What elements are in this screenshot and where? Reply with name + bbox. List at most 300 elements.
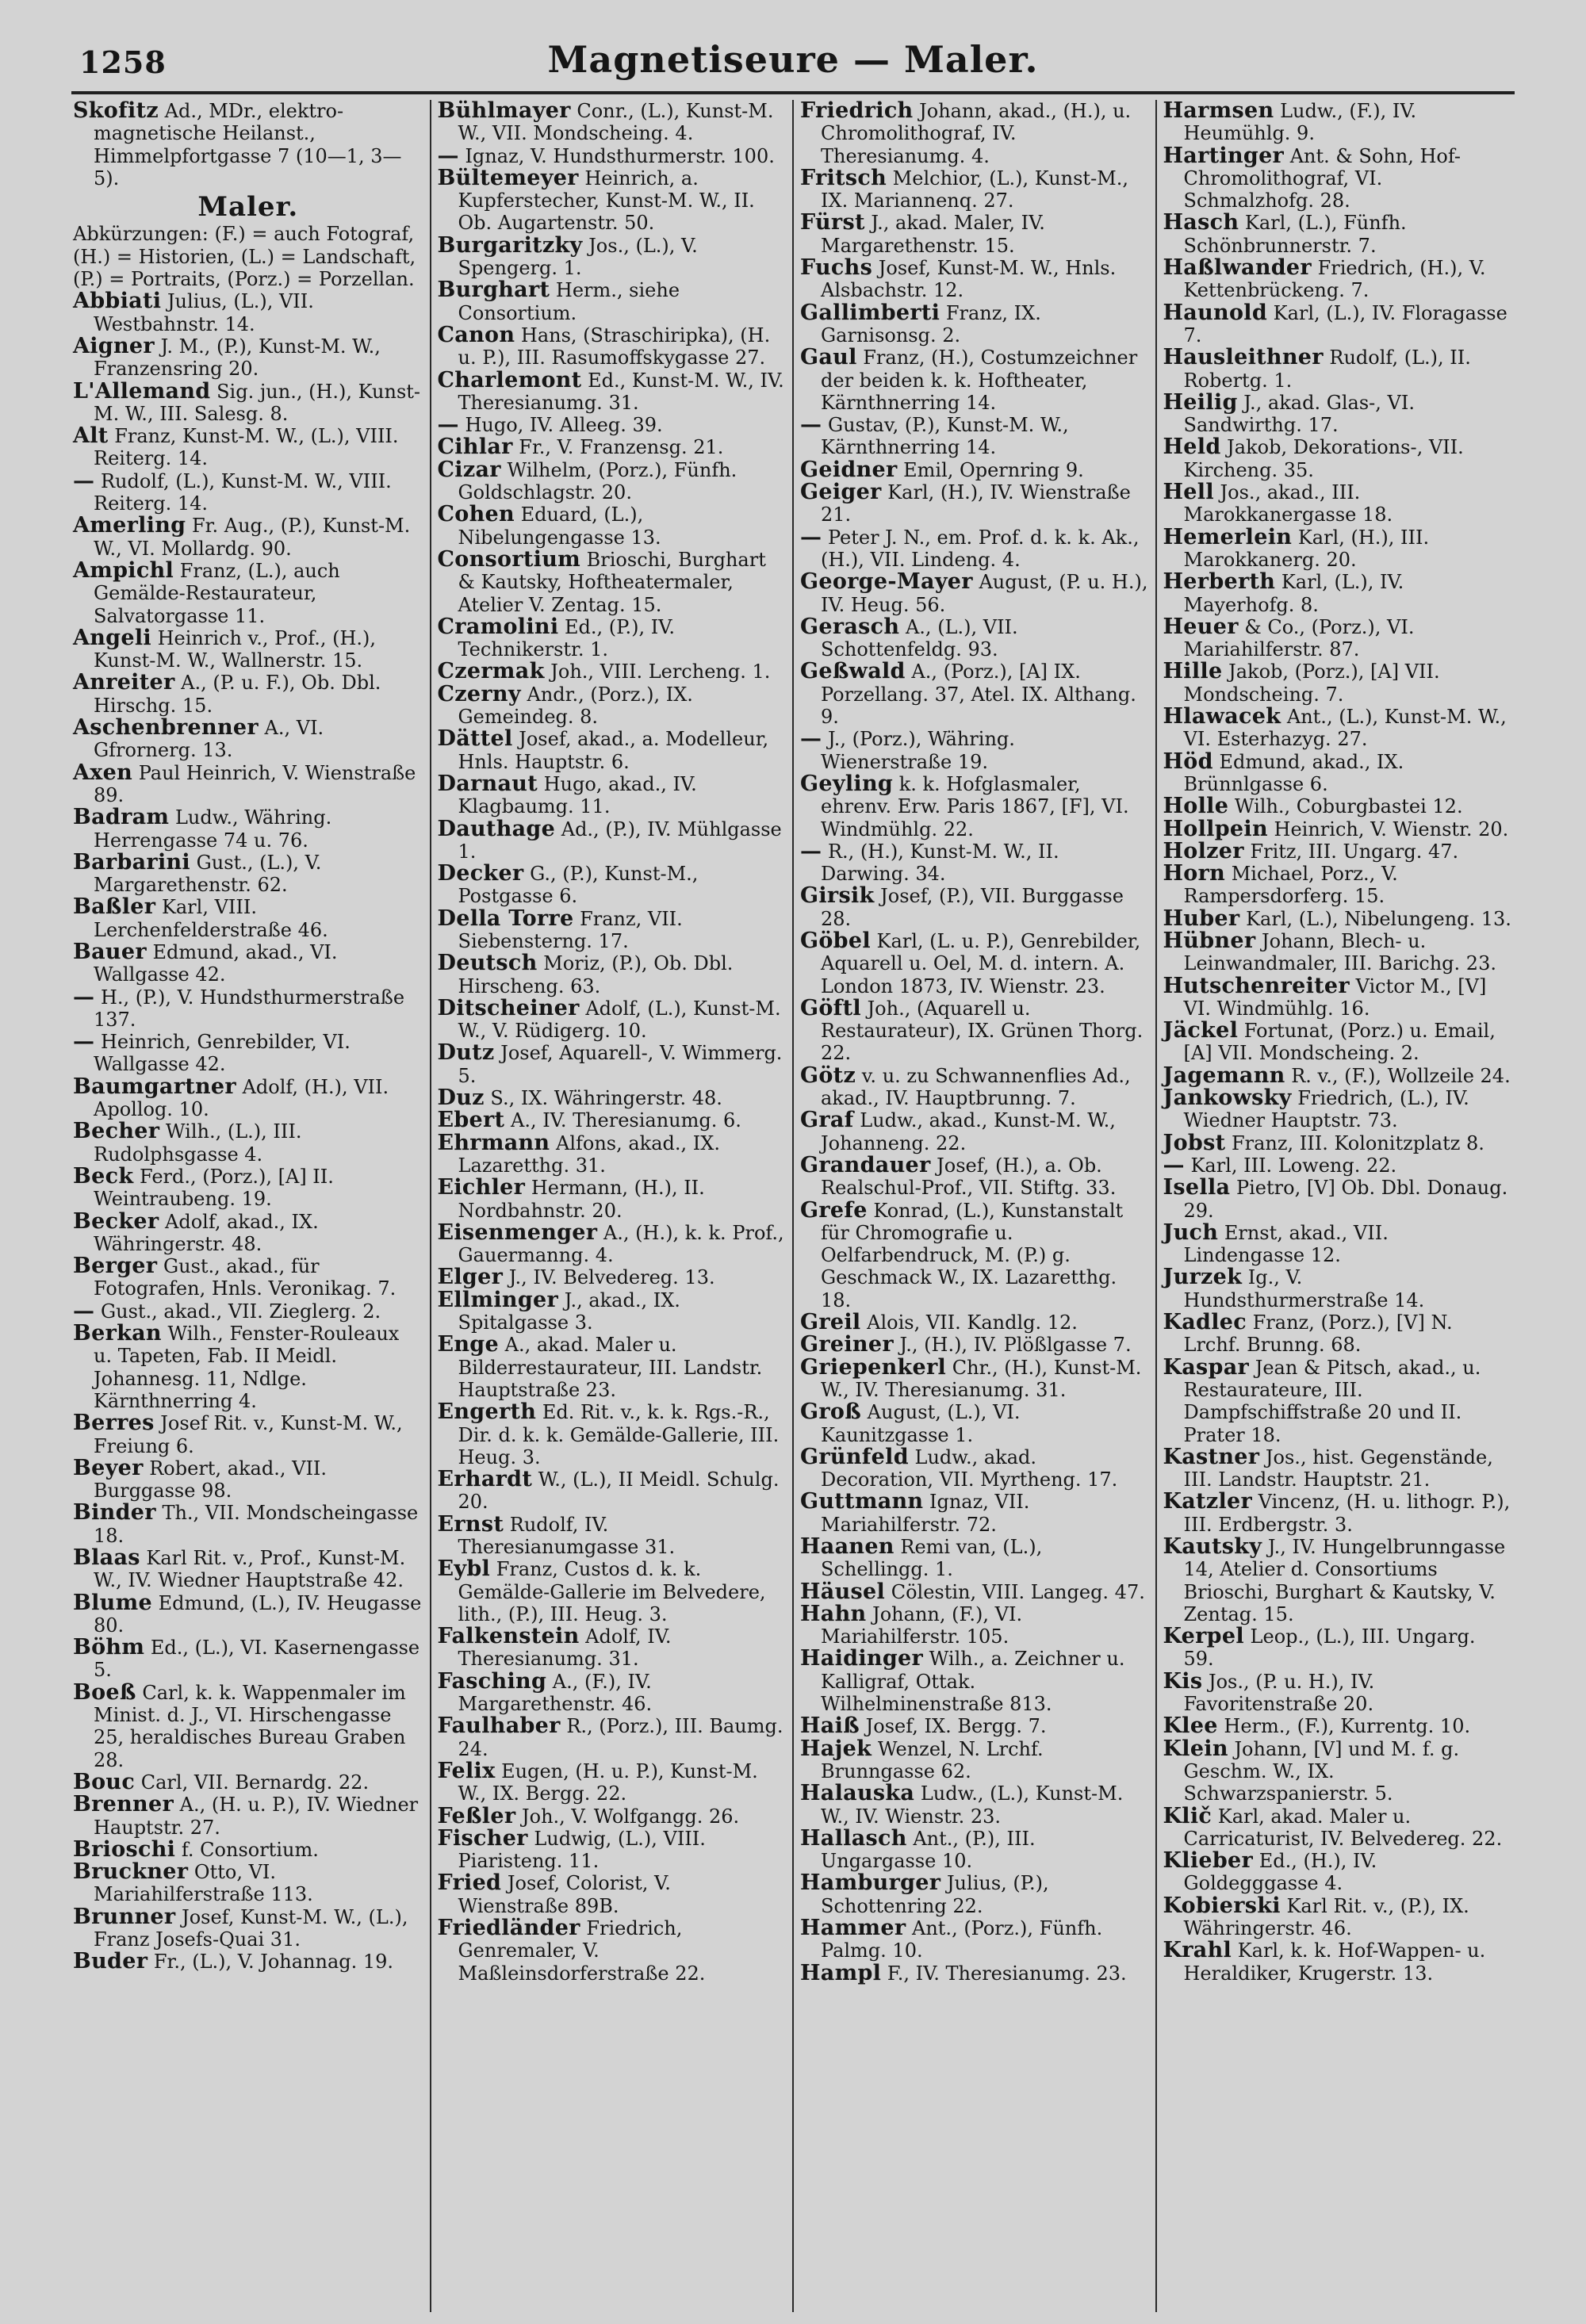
entry-text: A., (H.), k. k. Prof., Gauermanng. 4. [458, 1221, 784, 1267]
entry-name: Bruckner [73, 1859, 189, 1885]
directory-entry [438, 683, 787, 729]
header-rule [71, 91, 1515, 94]
directory-entry [438, 1917, 787, 1985]
entry-name: Bültemeyer [437, 165, 579, 190]
entry-text: Eugen, (H. u. P.), Kunst-M. W., IX. Bergg. 22. [458, 1759, 758, 1805]
entry-name: Becher [73, 1119, 160, 1144]
directory-entry [800, 773, 1149, 840]
entry-name: Bauer [73, 939, 147, 964]
entry-text: A., (Porz.), [A] IX. Porzellang. 37, Atel. IX. Althang. 9. [821, 660, 1136, 729]
entry-name: Hlawacek [1163, 704, 1281, 729]
directory-entry [1163, 795, 1512, 817]
entry-name: Juch [1163, 1219, 1219, 1245]
entry-text: Karl, (H.), IV. Wienstraße 21. [821, 481, 1131, 526]
entry-list [438, 100, 787, 1985]
directory-entry [438, 773, 787, 818]
entry-name: Kadlec [1163, 1310, 1247, 1335]
directory-entry [800, 257, 1149, 302]
entry-name: Cohen [437, 502, 515, 527]
entry-name: Jäckel [1163, 1018, 1239, 1043]
entry-text: v. u. zu Schwannenflies Ad., akad., IV. Hauptbrunng. 7. [821, 1064, 1131, 1110]
directory-entry [800, 1782, 1149, 1828]
entry-text: Gustav, (P.), Kunst-M. W., Kärnthnerring 14. [821, 414, 1069, 459]
entry-text: Jakob, Dekorations-, VII. Kircheng. 35. [1183, 436, 1464, 481]
directory-entry [438, 1132, 787, 1177]
entry-name: Huber [1163, 905, 1240, 931]
directory-entry [438, 1872, 787, 1917]
entry-text: Johann, (F.), VI. Mariahilferstr. 105. [821, 1602, 1023, 1648]
entry-name: Dättel [437, 726, 513, 752]
directory-entry [438, 1558, 787, 1625]
column-2 [430, 100, 793, 2312]
directory-entry [1163, 1895, 1512, 1940]
entry-text: Melchior, (L.), Kunst-M., IX. Mariannenq. 27. [821, 167, 1129, 212]
directory-entry [1163, 526, 1512, 572]
entry-text: Franz, III. Kolonitzplatz 8. [1231, 1131, 1484, 1154]
directory-entry [800, 100, 1149, 167]
entry-name: Hemerlein [1163, 524, 1293, 549]
directory-entry [800, 1197, 1149, 1311]
entry-text: Julius, (P.), Schottenring 22. [821, 1872, 1049, 1917]
directory-entry [800, 481, 1149, 526]
directory-entry [438, 1715, 787, 1760]
directory-entry [800, 1334, 1149, 1356]
entry-text: W., (L.), II Meidl. Schulg. 20. [458, 1468, 780, 1514]
directory-entry [800, 212, 1149, 257]
entry-list [800, 100, 1149, 1985]
entry-name: Krahl [1163, 1938, 1232, 1963]
entry-name: Fuchs [800, 255, 873, 281]
entry-name: — [73, 1298, 95, 1323]
entry-name: Kastner [1163, 1444, 1260, 1469]
directory-entry [438, 1109, 787, 1131]
entry-text: Brioschi, Burghart & Kautsky, Hoftheatermaler, Atelier V. Zentag. 15. [458, 548, 766, 616]
entry-text: J., (H.), IV. Plößlgasse 7. [899, 1334, 1132, 1357]
directory-entry [73, 986, 423, 1032]
entry-text: Johann, Blech- u. Leinwandmaler, III. Barichg. 23. [1183, 929, 1496, 975]
entry-text: Franz, IX. Garnisonsg. 2. [821, 301, 1041, 346]
directory-entry [1163, 1132, 1512, 1154]
entry-text: J. M., (P.), Kunst-M. W., Franzensring 20. [94, 335, 381, 381]
entry-name: Jurzek [1163, 1265, 1243, 1290]
directory-entry [73, 1031, 423, 1076]
entry-name: Griepenkerl [800, 1354, 947, 1380]
directory-entry [437, 1219, 787, 1267]
entry-name: Duz [437, 1085, 485, 1111]
directory-entry [800, 1154, 1149, 1200]
entry-text: Fr. Aug., (P.), Kunst-M. W., VI. Mollardg. 90. [94, 515, 411, 560]
entry-name: Hajek [800, 1736, 872, 1761]
entry-text: Karl Rit. v., Prof., Kunst-M. W., IV. Wiedner Hauptstraße 42. [94, 1547, 406, 1592]
directory-entry [438, 952, 787, 997]
directory-entry [73, 1208, 423, 1256]
entry-text: J., akad. Maler, IV. Margarethenstr. 15. [821, 212, 1045, 257]
entry-text: Wilh., a. Zeichner u. Kalligraf, Ottak. Wilhelminenstraße 813. [821, 1648, 1125, 1716]
entry-name: Haßlwander [1163, 255, 1312, 281]
entry-text: Josef, Kunst-M. W., (L.), Franz Josefs-Quai 31. [94, 1905, 408, 1951]
entry-name: Friedrich [800, 100, 914, 123]
directory-entry [800, 1109, 1149, 1154]
directory-entry [800, 1738, 1149, 1783]
entry-text: J., IV. Belvedereg. 13. [508, 1266, 715, 1289]
directory-entry [73, 627, 423, 672]
entry-name: Geyling [800, 771, 894, 796]
entry-name: Blaas [73, 1545, 140, 1570]
entry-text: A., IV. Theresianumg. 6. [510, 1109, 741, 1132]
directory-entry [1163, 302, 1512, 347]
entry-name: Decker [437, 861, 524, 886]
entry-text: Chr., (H.), Kunst-M. W., IV. Theresianumg. 31. [821, 1356, 1142, 1401]
entry-name: Dauthage [437, 816, 556, 841]
entry-text: Ludw., akad., Kunst-M. W., Johanneng. 22. [821, 1109, 1116, 1154]
directory-entry [800, 302, 1149, 347]
directory-entry [800, 1648, 1149, 1715]
entry-text: Ludw., akad. Decoration, VII. Myrtheng. 17. [821, 1445, 1118, 1491]
entry-name: Angeli [73, 625, 151, 650]
entry-text: Franz, (H.), Costumzeichner der beiden k. k. Hoftheater, Kärnthnerring 14. [821, 346, 1138, 414]
entry-name: Hausleithner [1163, 345, 1324, 370]
directory-entry [1163, 436, 1512, 481]
entry-name: Ellminger [437, 1287, 559, 1312]
directory-entry [1163, 1154, 1512, 1177]
entry-name: Cihlar [437, 435, 513, 460]
entry-text: Karl, (L.), IV. Floragasse 7. [1183, 301, 1507, 346]
entry-name: Höd [1163, 749, 1213, 774]
entry-text: Ignaz, V. Hundsthurmerstr. 100. [465, 144, 775, 167]
entry-text: Franz, (Porz.), [V] N. Lrchf. Brunng. 68. [1183, 1311, 1453, 1357]
directory-entry [438, 728, 787, 773]
entry-name: Groß [800, 1399, 862, 1425]
entry-text: Fr., (L.), V. Johannag. 19. [153, 1951, 394, 1974]
directory-entry [1163, 1491, 1512, 1536]
directory-entry [438, 459, 787, 504]
entry-text: Jos., (L.), V. Spengerg. 1. [458, 234, 698, 280]
directory-entry [1163, 571, 1512, 616]
entry-name: Elger [437, 1265, 504, 1290]
directory-entry [438, 145, 787, 167]
entry-name: Geiger [800, 480, 882, 505]
entry-text: Conr., (L.), Kunst-M. W., VII. Mondscheing. 4. [458, 100, 774, 145]
entry-name: Bouc [73, 1769, 136, 1794]
directory-entry [1163, 481, 1512, 526]
directory-entry [800, 571, 1149, 616]
entry-name: Jankowsky [1163, 1085, 1292, 1111]
entry-name: Binder [73, 1500, 156, 1526]
entry-text: Karl Rit. v., (P.), IX. Währingerstr. 46. [1183, 1894, 1469, 1940]
entry-name: Jobst [1163, 1130, 1226, 1155]
entry-name: Falkenstein [437, 1624, 580, 1649]
directory-entry [1163, 1536, 1512, 1625]
directory-entry [437, 232, 787, 280]
entry-name: — [73, 468, 95, 493]
entry-text: A., akad. Maler u. Bilderrestaurateur, III. Landstr. Hauptstraße 23. [458, 1334, 763, 1401]
directory-entry [800, 1581, 1149, 1603]
entry-text: J., akad., IX. Spitalgasse 3. [458, 1288, 680, 1334]
entry-text: Moriz, (P.), Ob. Dbl. Hirscheng. 63. [458, 952, 734, 997]
entry-text: Ant., (Porz.), Fünfh. Palmg. 10. [821, 1917, 1103, 1962]
directory-entry [800, 885, 1149, 930]
directory-entry [1163, 1266, 1512, 1311]
entry-name: Klee [1163, 1713, 1218, 1739]
directory-entry [73, 806, 423, 852]
entry-text: F., IV. Theresianumg. 23. [887, 1962, 1127, 1985]
entry-text: Joh., V. Wolfgangg. 26. [522, 1805, 740, 1828]
entry-text: R., (H.), Kunst-M. W., II. Darwing. 34. [821, 840, 1059, 886]
directory-entry [1163, 1354, 1512, 1446]
entry-text: Franz, (L.), auch Gemälde-Restaurateur, Salvatorgasse 11. [94, 559, 340, 627]
directory-entry [1163, 1311, 1512, 1357]
entry-name: Enge [437, 1332, 499, 1357]
entry-name: Anreiter [73, 670, 175, 695]
entry-name: Berger [73, 1254, 158, 1279]
directory-entry [800, 1401, 1149, 1446]
entry-name: Buder [73, 1949, 148, 1974]
directory-entry [1163, 818, 1512, 840]
directory-entry [73, 1861, 423, 1906]
entry-name: Gerasch [800, 614, 900, 639]
entry-text: Jos., hist. Gegenstände, III. Landstr. Hauptstr. 21. [1183, 1445, 1493, 1491]
column-1 [67, 100, 430, 2312]
entry-name: Aschenbrenner [73, 715, 259, 741]
entry-name: Katzler [1163, 1489, 1253, 1514]
directory-entry [800, 1491, 1149, 1536]
directory-entry [1163, 1446, 1512, 1491]
directory-entry [800, 1446, 1149, 1491]
entry-text: Robert, akad., VII. Burggasse 98. [94, 1457, 328, 1503]
entry-name: — [800, 838, 822, 863]
entry-name: Beck [73, 1163, 134, 1189]
entry-name: — [437, 412, 459, 438]
directory-entry [73, 378, 423, 426]
directory-entry [73, 717, 423, 762]
directory-entry [438, 1334, 787, 1401]
entry-text: Karl, (H.), III. Marokkanerg. 20. [1183, 526, 1430, 571]
directory-entry [800, 1962, 1149, 1985]
entry-text: Heinrich v., Prof., (H.), Kunst-M. W., Wallnerstr. 15. [94, 626, 377, 672]
directory-entry [438, 414, 787, 436]
entry-text: Ed. Rit. v., k. k. Rgs.-R., Dir. d. k. k. Gemälde-Gallerie, III. Heug. 3. [458, 1401, 780, 1468]
entry-name: Haanen [800, 1534, 895, 1559]
entry-name: Barbarini [73, 849, 190, 875]
entry-text: Jean & Pitsch, akad., u. Restaurateure, III. Dampfschiffstraße 20 und II. Prater 18. [1183, 1356, 1481, 1446]
directory-entry [73, 1502, 423, 1547]
entry-name: Hübner [1163, 928, 1256, 953]
entry-text: Friedrich, Genremaler, V. Maßleinsdorferstraße 22. [458, 1917, 706, 1985]
entry-name: Czermak [437, 659, 545, 684]
entry-text: Alois, VII. Kandlg. 12. [867, 1311, 1078, 1334]
directory-entry [800, 526, 1149, 572]
entry-name: Gallimberti [800, 300, 940, 325]
directory-entry [1163, 1850, 1512, 1895]
entry-name: L'Allemand [73, 378, 211, 404]
entry-text: Rudolf, IV. Theresianumgasse 31. [458, 1513, 676, 1558]
entry-name: Eichler [437, 1175, 526, 1200]
entry-list [1163, 100, 1512, 1985]
entry-text: Joh., (Aquarell u. Restaurateur), IX. Grünen Thorg. 22. [821, 997, 1144, 1065]
entry-name: Klič [1163, 1803, 1212, 1828]
entry-text: & Co., (Porz.), VI. Mariahilferstr. 87. [1183, 615, 1415, 661]
entry-name: — [73, 984, 95, 1009]
directory-entry [1163, 840, 1512, 863]
directory-entry [73, 849, 423, 897]
entry-name: Badram [73, 805, 170, 830]
directory-entry [73, 100, 423, 190]
directory-entry [73, 335, 423, 381]
column-3 [792, 100, 1155, 2312]
entry-text: Paul Heinrich, V. Wienstraße 89. [94, 761, 416, 806]
directory-entry [438, 1468, 787, 1514]
entry-name: Canon [437, 322, 515, 347]
entry-text: S., IX. Währingerstr. 48. [490, 1087, 722, 1110]
column-4 [1155, 100, 1519, 2312]
entry-text: Wilh., Coburgbastei 12. [1234, 795, 1463, 818]
directory-entry [1163, 616, 1512, 661]
entry-name: Eybl [437, 1556, 491, 1582]
directory-entry [73, 672, 423, 717]
directory-entry [1163, 660, 1512, 706]
directory-entry [73, 762, 423, 807]
entry-text: August, (L.), VI. Kaunitzgasse 1. [821, 1401, 1021, 1446]
entry-text: Gust., akad., für Fotografen, Hnls. Veronikag. 7. [94, 1255, 396, 1300]
entry-text: Otto, VI. Mariahilferstraße 113. [94, 1861, 313, 1906]
directory-entry [800, 930, 1149, 997]
entry-text: Johann, akad., (H.), u. Chromolithograf, IV. Theresianumg. 4. [821, 100, 1132, 167]
directory-entry [438, 1401, 787, 1468]
entry-text: Josef, Colorist, V. Wienstraße 89B. [458, 1872, 671, 1917]
entry-text: Julius, (L.), VII. Westbahnstr. 14. [94, 290, 314, 335]
entry-name: Fischer [437, 1825, 528, 1851]
entry-name: Harmsen [1163, 100, 1274, 123]
entry-text: Ed., Kunst-M. W., IV. Theresianumg. 31. [458, 369, 784, 414]
entry-name: Hamburger [800, 1870, 941, 1896]
entry-name: Ebert [437, 1108, 505, 1133]
entry-text: Josef, (H.), a. Ob. Realschul-Prof., VII. Stiftg. 33. [821, 1154, 1117, 1200]
entry-text: Hermann, (H.), II. Nordbahnstr. 20. [458, 1177, 705, 1222]
directory-entry [800, 1311, 1149, 1334]
entry-text: Josef, Kunst-M. W., Hnls. Alsbachstr. 12. [821, 257, 1117, 302]
directory-entry [1163, 1939, 1512, 1985]
entry-name: Guttmann [800, 1489, 924, 1514]
directory-entry [438, 818, 787, 863]
entry-text: Ig., V. Hundsthurmerstraße 14. [1183, 1266, 1425, 1311]
entry-name: Burghart [437, 278, 550, 303]
entry-text: Jos., (P. u. H.), IV. Favoritenstraße 20. [1183, 1670, 1375, 1716]
entry-name: Felix [437, 1758, 496, 1783]
entry-text: f. Consortium. [181, 1838, 319, 1861]
directory-entry [73, 1906, 423, 1951]
entry-text: Ignaz, VII. Mariahilferstr. 72. [821, 1491, 1030, 1536]
entry-name: Hutschenreiter [1163, 973, 1350, 998]
entry-text: Fritz, III. Ungarg. 47. [1250, 840, 1459, 863]
abbreviations-note: Abkürzungen: (F.) = auch Fotograf, (H.) = Historien, (L.) = Landschaft, (P.) = Portraits, (Porz.) = Porzellan. [73, 223, 416, 291]
entry-text: Ludw., Währing. Herrengasse 74 u. 76. [94, 806, 332, 852]
entry-text: Franz, Custos d. k. k. Gemälde-Gallerie im Belvedere, lith., (P.), III. Heug. 3. [458, 1558, 766, 1625]
entry-name: Greil [800, 1310, 861, 1335]
entry-name: Holzer [1163, 838, 1244, 863]
entry-text: Josef, Aquarell-, V. Wimmerg. 5. [458, 1042, 783, 1087]
entry-name: Grefe [800, 1197, 868, 1223]
entry-name: Axen [73, 760, 133, 785]
entry-name: Hasch [1163, 210, 1239, 235]
entry-name: Aigner [73, 333, 155, 358]
page-number: 1258 [79, 44, 167, 80]
directory-entry [438, 1289, 787, 1334]
entry-text: Alfons, akad., IX. Lazaretthg. 31. [458, 1131, 720, 1177]
entry-name: Darnaut [437, 771, 538, 796]
entry-text: Emil, Opernring 9. [903, 458, 1084, 481]
entry-text: Ferd., (Porz.), [A] II. Weintraubeng. 19. [94, 1165, 334, 1211]
directory-entry [73, 1592, 423, 1637]
entry-text: Herm., (F.), Kurrentg. 10. [1224, 1715, 1471, 1738]
entry-text: Adolf, (L.), Kunst-M. W., V. Rüdigerg. 10. [458, 997, 781, 1043]
entry-name: Herberth [1163, 569, 1276, 595]
directory-entry [438, 660, 787, 683]
entry-name: Kaspar [1163, 1354, 1250, 1380]
entry-name: George-Mayer [800, 569, 973, 595]
directory-entry [73, 941, 423, 986]
entry-text: Heinrich, V. Wienstr. 20. [1274, 817, 1509, 840]
entry-name: Burgaritzky [437, 232, 583, 258]
entry-text: Eduard, (L.), Nibelungengasse 13. [458, 503, 661, 549]
directory-entry [1163, 930, 1512, 975]
directory-entry [73, 1300, 423, 1323]
directory-entry [438, 100, 787, 145]
entry-name: Hallasch [800, 1825, 907, 1851]
directory-entry [73, 425, 423, 470]
entry-name: Kobierski [1163, 1893, 1281, 1918]
entry-text: Michael, Porz., V. Rampersdorferg. 15. [1183, 863, 1398, 908]
directory-entry [1163, 1715, 1512, 1737]
directory-entry [800, 1536, 1149, 1581]
directory-entry [1163, 257, 1512, 302]
entry-text: R. v., (F.), Wollzeile 24. [1291, 1064, 1511, 1087]
directory-entry [800, 1062, 1149, 1110]
entry-text: Herm., siehe Consortium. [458, 279, 680, 324]
entry-text: Ernst, akad., VII. Lindengasse 12. [1183, 1221, 1389, 1267]
entry-text: A., VI. Gfrornerg. 13. [94, 717, 324, 762]
entry-text: Karl, k. k. Hof-Wappen- u. Heraldiker, Krugerstr. 13. [1183, 1939, 1486, 1985]
entry-name: Deutsch [437, 951, 538, 976]
entry-text: Ad., MDr., elektro-magnetische Heilanst., Himmelpfortgasse 7 (10—1, 3—5). [94, 100, 402, 190]
entry-text: Sig. jun., (H.), Kunst-M. W., III. Salesg. 8. [94, 380, 421, 425]
entry-text: Ant., (P.), III. Ungargasse 10. [821, 1827, 1036, 1873]
directory-entry [73, 290, 423, 335]
directory-entry [73, 1163, 423, 1211]
entry-text: Adolf, (H.), VII. Apollog. 10. [94, 1075, 389, 1121]
directory-entry [1163, 863, 1512, 908]
entry-name: Friedländer [437, 1916, 580, 1941]
directory-entry [73, 470, 423, 515]
entry-name: Böhm [73, 1635, 145, 1660]
directory-entry [1163, 145, 1512, 212]
entry-name: Della Torre [437, 905, 574, 931]
entry-text: Edmund, akad., IX. Brünnlgasse 6. [1183, 750, 1404, 795]
entry-text: Victor M., [V] VI. Windmühlg. 16. [1183, 974, 1487, 1020]
entry-name: Brunner [73, 1904, 176, 1929]
entry-name: — [73, 1029, 95, 1055]
entry-name: Berkan [73, 1321, 162, 1346]
entry-name: Charlemont [437, 367, 582, 392]
entry-name: Klein [1163, 1736, 1228, 1761]
entry-name: Fürst [800, 210, 865, 235]
entry-text: Ant. & Sohn, Hof-Chromolithograf, VI. Schmalzhofg. 28. [1183, 144, 1461, 212]
entry-text: Karl, akad. Maler u. Carricaturist, IV. Belvedereg. 22. [1183, 1805, 1503, 1850]
entry-text: Edmund, (L.), IV. Heugasse 80. [94, 1591, 422, 1637]
entry-name: Göbel [800, 928, 871, 953]
entry-name: Geßwald [800, 659, 906, 684]
directory-entry [438, 863, 787, 908]
entry-text: G., (P.), Kunst-M., Postgasse 6. [458, 863, 699, 908]
